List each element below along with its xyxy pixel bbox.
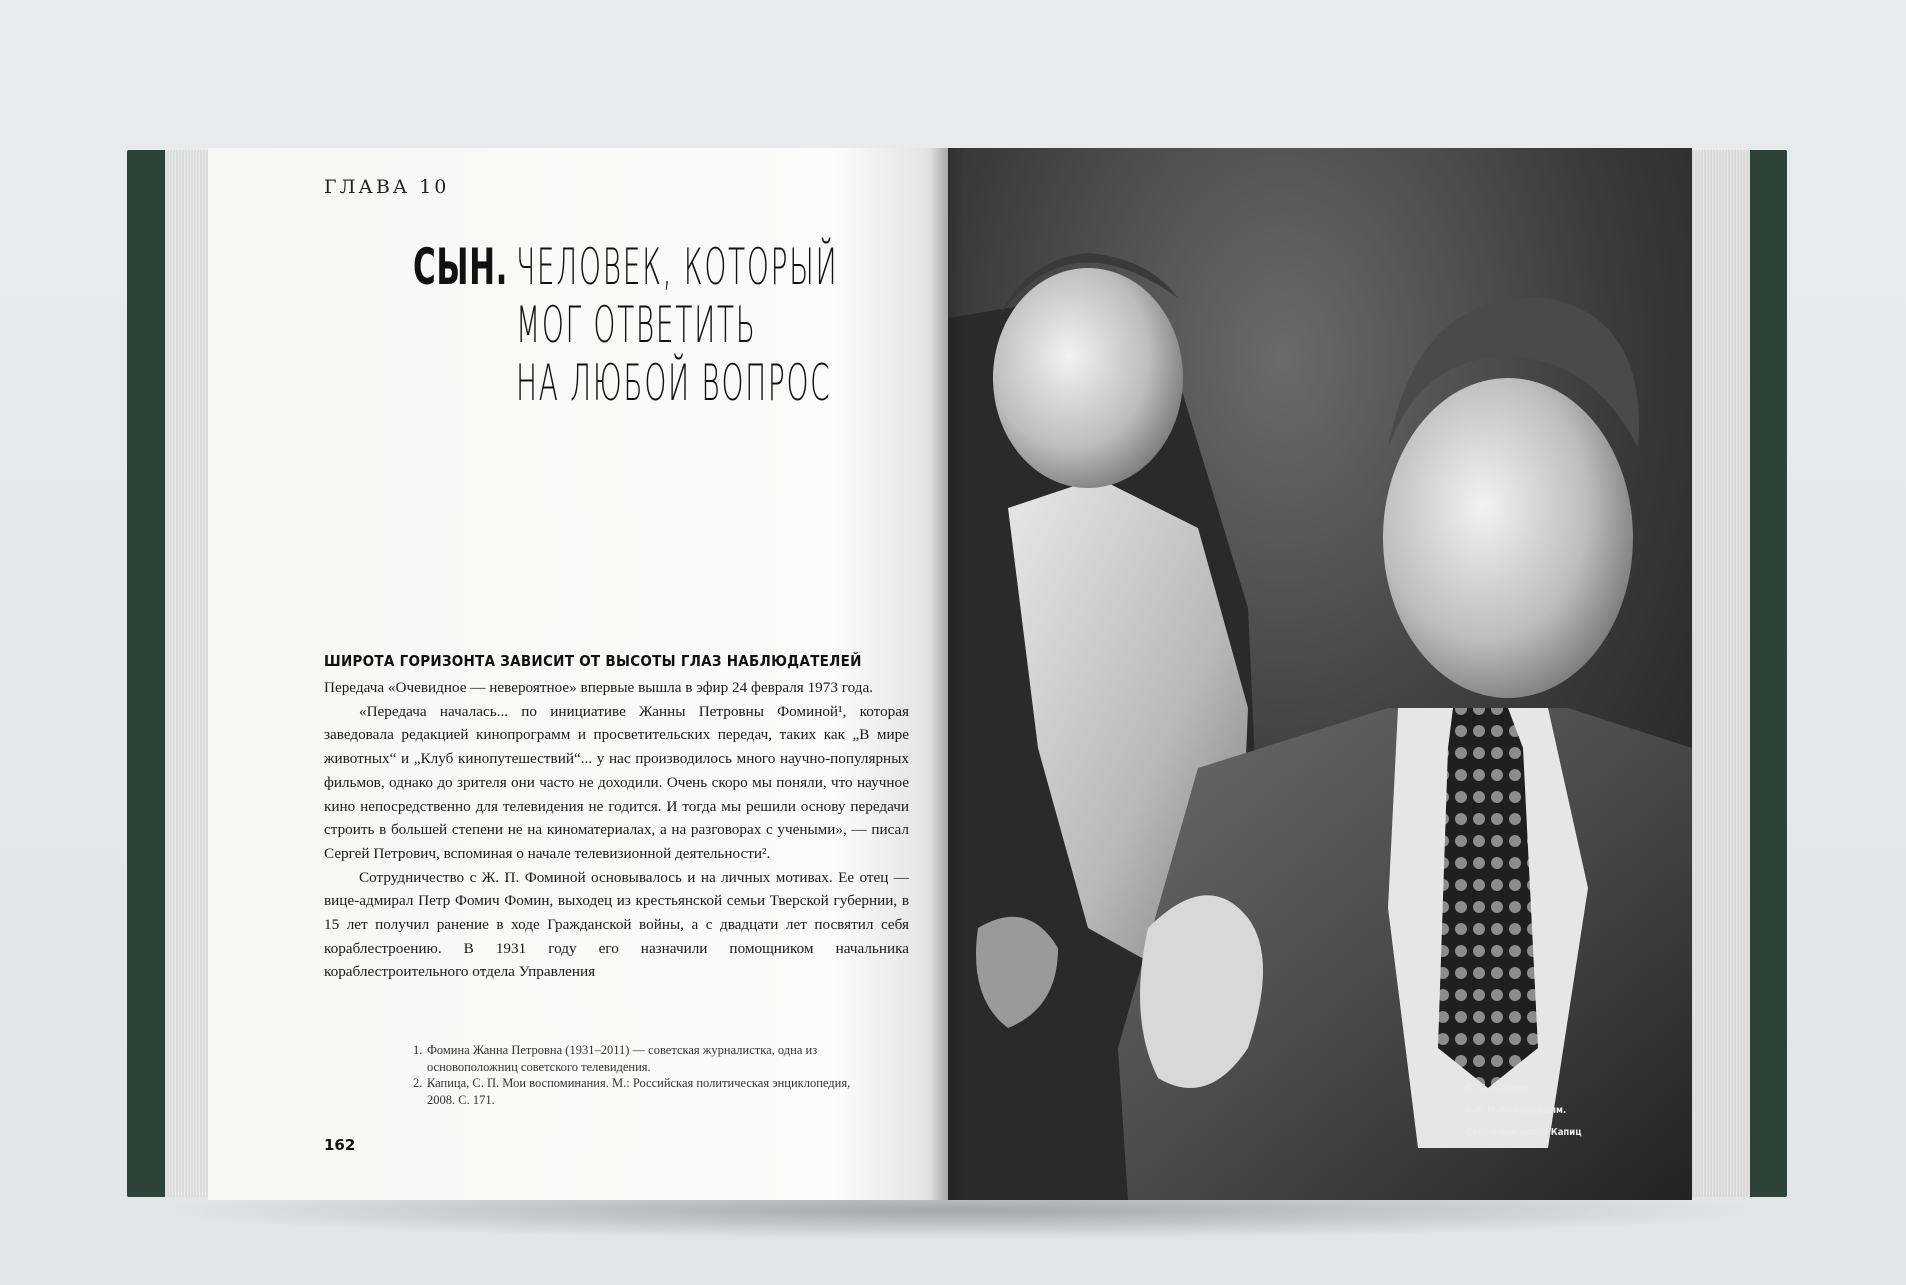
right-man-tie (1438, 708, 1538, 1088)
chapter-title-line: МОГ ОТВЕТИТЬ (516, 296, 757, 354)
chapter-label: ГЛАВА 10 (324, 176, 450, 198)
footnote-text: Капица, С. П. Мои воспоминания. М.: Российская политическая энциклопедия, 2008. С. 171. (427, 1076, 851, 1107)
paragraph: Сотрудничество с Ж. П. Фоминой основывалось и на личных мотивах. Ее отец — вице-адмирал Петр Фомич Фомин, выходец из крестьянской семьи Тверской губернии, в 15 лет получил ранение в ходе Гражданской войны, а с двадцати лет посвятил себя кораблестроению. В 1931 году его назначили помощником начальника кораблестроительного отдела Управления (324, 868, 909, 981)
right-man-face (1383, 378, 1633, 698)
section-heading: ШИРОТА ГОРИЗОНТА ЗАВИСИТ ОТ ВЫСОТЫ ГЛАЗ НАБЛЮДАТЕЛЕЙ (324, 652, 862, 670)
left-man-face (993, 268, 1183, 488)
left-page (208, 148, 948, 1200)
right-page (948, 148, 1692, 1200)
caption-line: Семейный архив Капиц (1466, 1127, 1582, 1138)
footnote-number: 1. (413, 1043, 423, 1057)
paragraph: «Передача началась... по инициативе Жанны Петровны Фоминой¹, которая заведовала редакцией кинопрограмм и просветительских передач, таких как „В мире животных“ и „Клуб кинопутешествий“... у нас производилось много научно-популярных фильмов, однако до зрителя они часто не доходили. Очень скоро мы поняли, что научное кино непосредственно для телевидения не годится. И тогда мы решили основу передачи строить в большей степени не на киноматериалах, а на разговорах с учеными», — писал Сергей Петрович, вспоминая о начале телевизионной деятельности². (324, 702, 909, 862)
black-and-white-photo (948, 148, 1692, 1200)
caption-line: С. П. Капица (1466, 1083, 1529, 1094)
chapter-title-lead: СЫН. (413, 238, 509, 296)
footnote-text: Фомина Жанна Петровна (1931–2011) — советская журналистка, одна из основоположниц советского телевидения. (427, 1043, 818, 1074)
chapter-title-line: ЧЕЛОВЕК, КОТОРЫЙ (516, 238, 839, 296)
chapter-title-line: НА ЛЮБОЙ ВОПРОС (516, 354, 832, 412)
paragraph: Передача «Очевидное — невероятное» впервые вышла в эфир 24 февраля 1973 года. (324, 679, 874, 696)
photo-caption (1466, 1078, 1582, 1144)
footnote-number: 2. (413, 1076, 423, 1090)
page-edges-left (165, 150, 210, 1197)
book-gutter (930, 148, 964, 1200)
footnote (413, 1075, 853, 1108)
body-text (324, 676, 909, 984)
caption-line: с Л. Н. Николаевым. (1466, 1105, 1567, 1116)
page-number: 162 (324, 1136, 356, 1154)
footnote (413, 1042, 853, 1075)
footnotes (413, 1042, 853, 1108)
page-edges-right (1690, 150, 1750, 1197)
